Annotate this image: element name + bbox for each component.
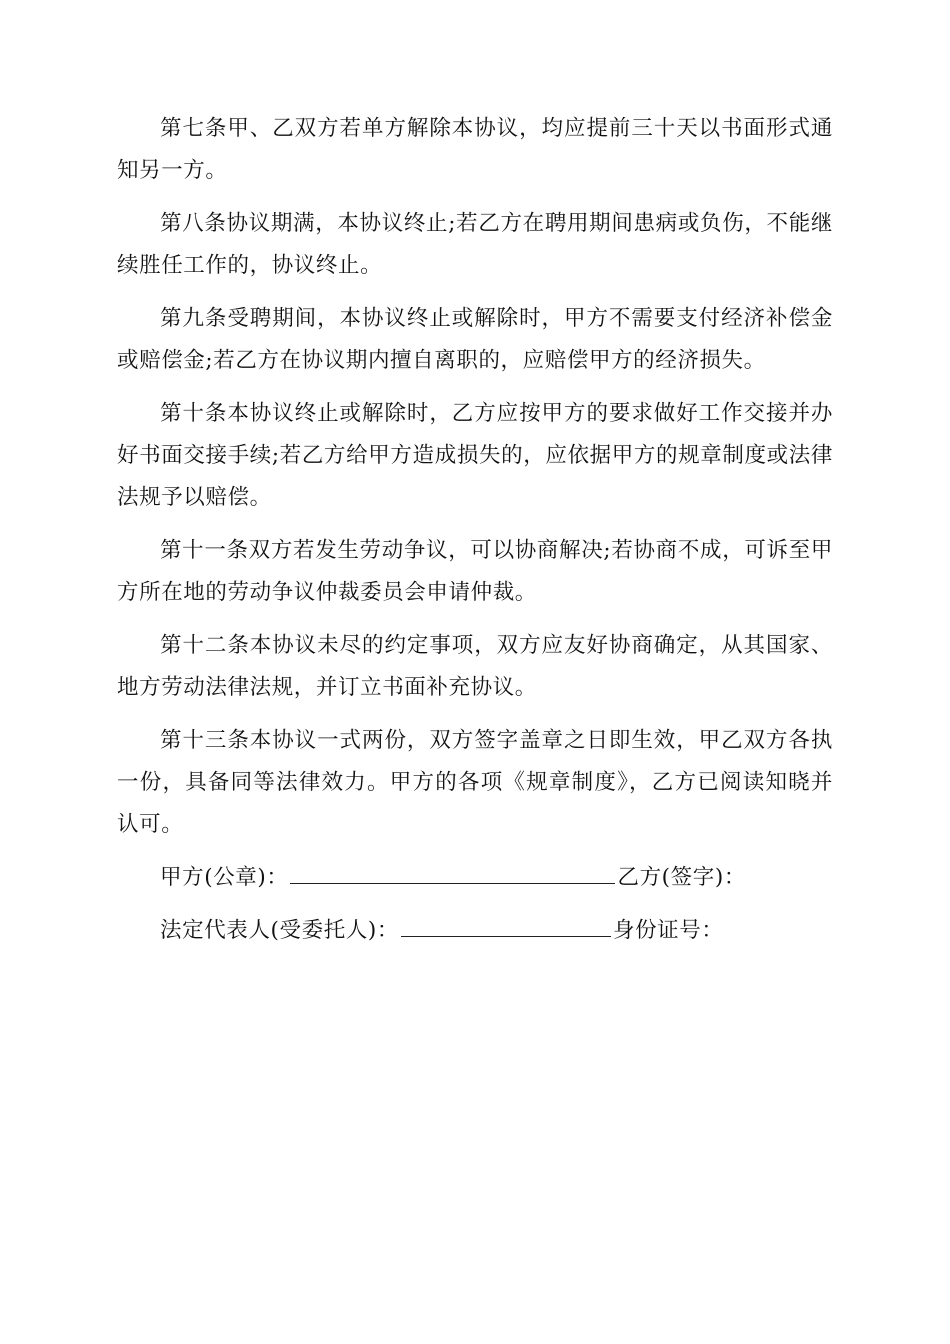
party-a-label: 甲方(公章)： — [160, 865, 289, 890]
clause-13: 第十三条本协议一式两份，双方签字盖章之日即生效，甲乙双方各执一份，具备同等法律效力。甲方的各项《规章制度》，乙方已阅读知晓并认可。 — [117, 728, 833, 837]
representative-label: 法定代表人(受委托人)： — [160, 918, 399, 943]
id-number-label: 身份证号： — [612, 918, 724, 943]
clause-12: 第十二条本协议未尽的约定事项，双方应友好协商确定，从其国家、地方劳动法律法规，并订立书面补充协议。 — [117, 633, 833, 700]
document-body — [117, 108, 833, 963]
clause-10: 第十条本协议终止或解除时，乙方应按甲方的要求做好工作交接并办好书面交接手续;若乙方给甲方造成损失的，应依据甲方的规章制度或法律法规予以赔偿。 — [117, 401, 833, 510]
party-a-signature-blank[interactable] — [290, 857, 615, 884]
party-b-label: 乙方(签字)： — [617, 865, 746, 890]
signature-line-parties — [117, 857, 833, 899]
signature-line-representative — [117, 910, 833, 952]
clause-9: 第九条受聘期间，本协议终止或解除时，甲方不需要支付经济补偿金或赔偿金;若乙方在协议期内擅自离职的，应赔偿甲方的经济损失。 — [117, 306, 833, 373]
clause-11: 第十一条双方若发生劳动争议，可以协商解决;若协商不成，可诉至甲方所在地的劳动争议仲裁委员会申请仲裁。 — [117, 538, 833, 605]
representative-signature-blank[interactable] — [401, 910, 611, 937]
clause-8: 第八条协议期满，本协议终止;若乙方在聘用期间患病或负伤，不能继续胜任工作的，协议终止。 — [117, 211, 833, 278]
clause-7: 第七条甲、乙双方若单方解除本协议，均应提前三十天以书面形式通知另一方。 — [117, 116, 833, 183]
